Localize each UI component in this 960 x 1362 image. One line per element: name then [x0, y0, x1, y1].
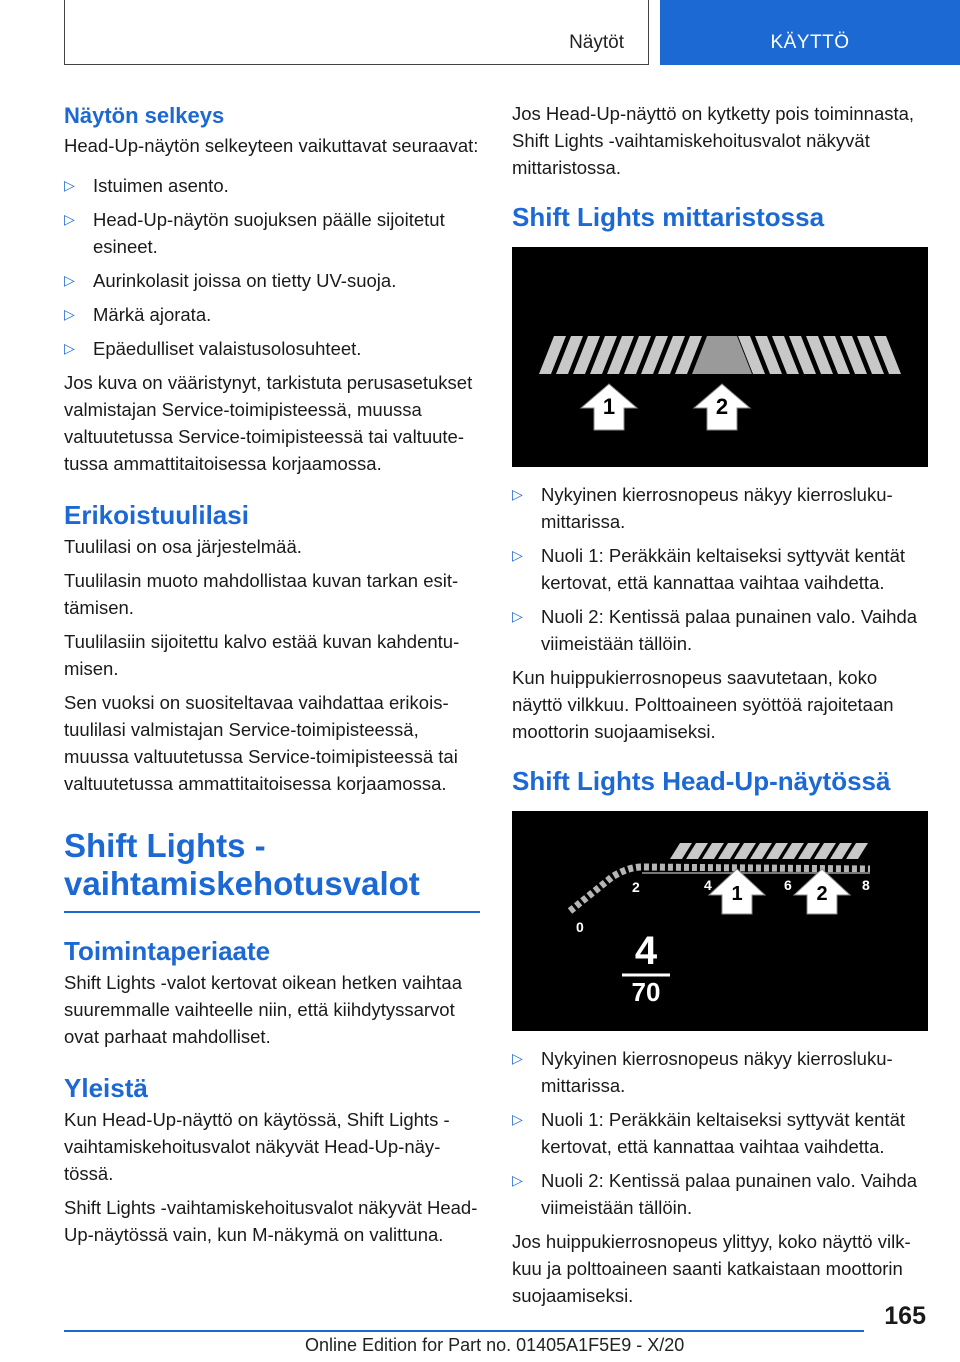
list-item: ▷ Märkä ajorata. [64, 301, 480, 328]
triangle-bullet-icon: ▷ [512, 486, 523, 502]
triangle-bullet-icon: ▷ [512, 1172, 523, 1188]
triangle-bullet-icon: ▷ [512, 1050, 523, 1066]
arrow-2-label: 2 [816, 883, 828, 905]
arrow-1-label: 1 [602, 394, 616, 419]
paragraph-cluster-max: Kun huippukierrosnopeus saavutetaan, koko näyttö vilkkuu. Polttoaineen syöttöä rajoitetaan moottorin suojaamiseksi. [512, 667, 894, 742]
paragraph-general-1: Kun Head-Up-näyttö on käytössä, Shift Lights -vaihtamiskehoitusvalot näkyvät Head-Up-näytössä. [64, 1108, 450, 1184]
heading-display-clarity: Näytön selkeys [64, 103, 225, 128]
triangle-bullet-icon: ▷ [64, 177, 75, 193]
rpm-scale-label: 4 [704, 877, 712, 893]
heading-principle: Toimintaperiaate [64, 935, 271, 966]
left-column [64, 100, 480, 1255]
header-chapter-box [660, 0, 960, 65]
list-item: ▷ Nuoli 1: Peräkkäin keltaiseksi syttyvät kentät kertovat, että kannattaa vaihtaa vaihdetta. [512, 1106, 928, 1160]
footer-rule [64, 1330, 864, 1332]
triangle-bullet-icon: ▷ [64, 340, 75, 356]
triangle-bullet-icon: ▷ [512, 1111, 523, 1127]
triangle-bullet-icon: ▷ [64, 211, 75, 227]
hud-speed-value: 70 [631, 977, 661, 1007]
triangle-bullet-icon: ▷ [512, 608, 523, 624]
list-item: ▷ Nykyinen kierrosnopeus näkyy kierroslukumittarissa. [512, 1045, 928, 1099]
triangle-bullet-icon: ▷ [512, 547, 523, 563]
paragraph-windshield-3: Tuulilasiin sijoitettu kalvo estää kuvan kahdentumisen. [64, 631, 460, 679]
triangle-bullet-icon: ▷ [64, 306, 75, 322]
paragraph-hud-max: Jos huippukierrosnopeus ylittyy, koko näyttö vilkkuu ja polttoaineen saanti katkaistaan moottorin suojaamiseksi. [512, 1231, 911, 1306]
hud-shift-segments [670, 843, 868, 859]
list-item: ▷ Nykyinen kierrosnopeus näkyy kierroslukumittarissa. [512, 481, 928, 535]
rpm-scale-label: 0 [576, 919, 584, 935]
hud-shift-lights-graphic [512, 811, 928, 1031]
heading-hud: Shift Lights Head-Up-näytössä [512, 766, 891, 796]
right-column [512, 100, 928, 1316]
hud-gear-value: 4 [634, 929, 658, 973]
list-item: ▷ Head-Up-näytön suojuksen päälle sijoitetut esineet. [64, 206, 480, 260]
cluster-shift-lights-graphic [512, 247, 928, 467]
hud-list [512, 1045, 928, 1221]
list-item: ▷ Nuoli 1: Peräkkäin keltaiseksi syttyvät kentät kertovat, että kannattaa vaihtaa vaihdetta. [512, 542, 928, 596]
heading-general: Yleistä [64, 1072, 148, 1103]
heading-windshield: Erikoistuulilasi [64, 500, 249, 530]
rpm-scale-label: 8 [862, 877, 870, 893]
arrow-2-label: 2 [715, 394, 729, 419]
paragraph-windshield-1: Tuulilasi on osa järjestelmää. [64, 536, 302, 557]
header-chapter-title: KÄYTTÖ [770, 32, 850, 53]
heading-cluster: Shift Lights mittaristossa [512, 202, 825, 232]
edition-footer: Online Edition for Part no. 01405A1F5E9 - X/20 [305, 1335, 685, 1355]
paragraph-general-2: Shift Lights -vaihtamiskehoitusvalot näkyvät Head-Up-näytössä vain, kun M-näkymä on valittuna. [64, 1196, 478, 1245]
list-item: ▷ Aurinkolasit joissa on tietty UV-suoja. [64, 267, 480, 294]
header-section-title: Näytöt [569, 32, 624, 53]
arrow-1-label: 1 [731, 883, 743, 905]
list-item: ▷ Epäedulliset valaistusolosuhteet. [64, 335, 480, 362]
shift-light-segments-left [539, 336, 702, 374]
cluster-list [512, 481, 928, 657]
paragraph-windshield-4: Sen vuoksi on suositeltavaa vaihdattaa erikoistuulilasi valmistajan Service-toimipisteessä, muussa valtuutetussa Service-toimipisteessä tai valtuutetussa ammattitaitoisessa korjaamossa. [64, 692, 458, 794]
list-item: ▷ Nuoli 2: Kentissä palaa punainen valo. Vaihda viimeistään tällöin. [512, 603, 928, 657]
paragraph-clarity-intro: Head-Up-näytön selkeyteen vaikuttavat seuraavat: [64, 135, 479, 156]
page-number: 165 [884, 1302, 926, 1330]
paragraph-principle: Shift Lights -valot kertovat oikean hetken vaihtaa suuremmalle vaihteelle niin, että kiihdytyssarvot ovat parhaat mahdolliset. [64, 971, 462, 1047]
header-section-box [64, 0, 649, 65]
clarity-list [64, 172, 480, 362]
heading-rule [64, 911, 480, 913]
list-item: ▷ Nuoli 2: Kentissä palaa punainen valo. Vaihda viimeistään tällöin. [512, 1167, 928, 1221]
rpm-scale-label: 2 [632, 879, 640, 895]
paragraph-windshield-2: Tuulilasin muoto mahdollistaa kuvan tarkan esittämisen. [64, 570, 459, 618]
paragraph-hud-off: Jos Head-Up-näyttö on kytketty pois toiminnasta, Shift Lights -vaihtamiskehoitusvalot näkyvät mittaristossa. [512, 103, 915, 178]
paragraph-distorted: Jos kuva on vääristynyt, tarkistuta perusasetukset valmistajan Service-toimipisteessä, muussa valtuutetussa Service-toimipisteessä tai valtuutetussa ammattitaitoisessa korjaamossa. [64, 372, 473, 474]
cluster-shift-lights-figure [512, 247, 928, 467]
shift-light-segments-right [738, 336, 901, 374]
list-item: ▷ Istuimen asento. [64, 172, 480, 199]
heading-shift-lights: Shift Lights - vaihtamiskehotusvalot [64, 827, 420, 902]
hud-shift-lights-figure [512, 811, 928, 1031]
rpm-scale-label: 6 [784, 877, 792, 893]
triangle-bullet-icon: ▷ [64, 272, 75, 288]
